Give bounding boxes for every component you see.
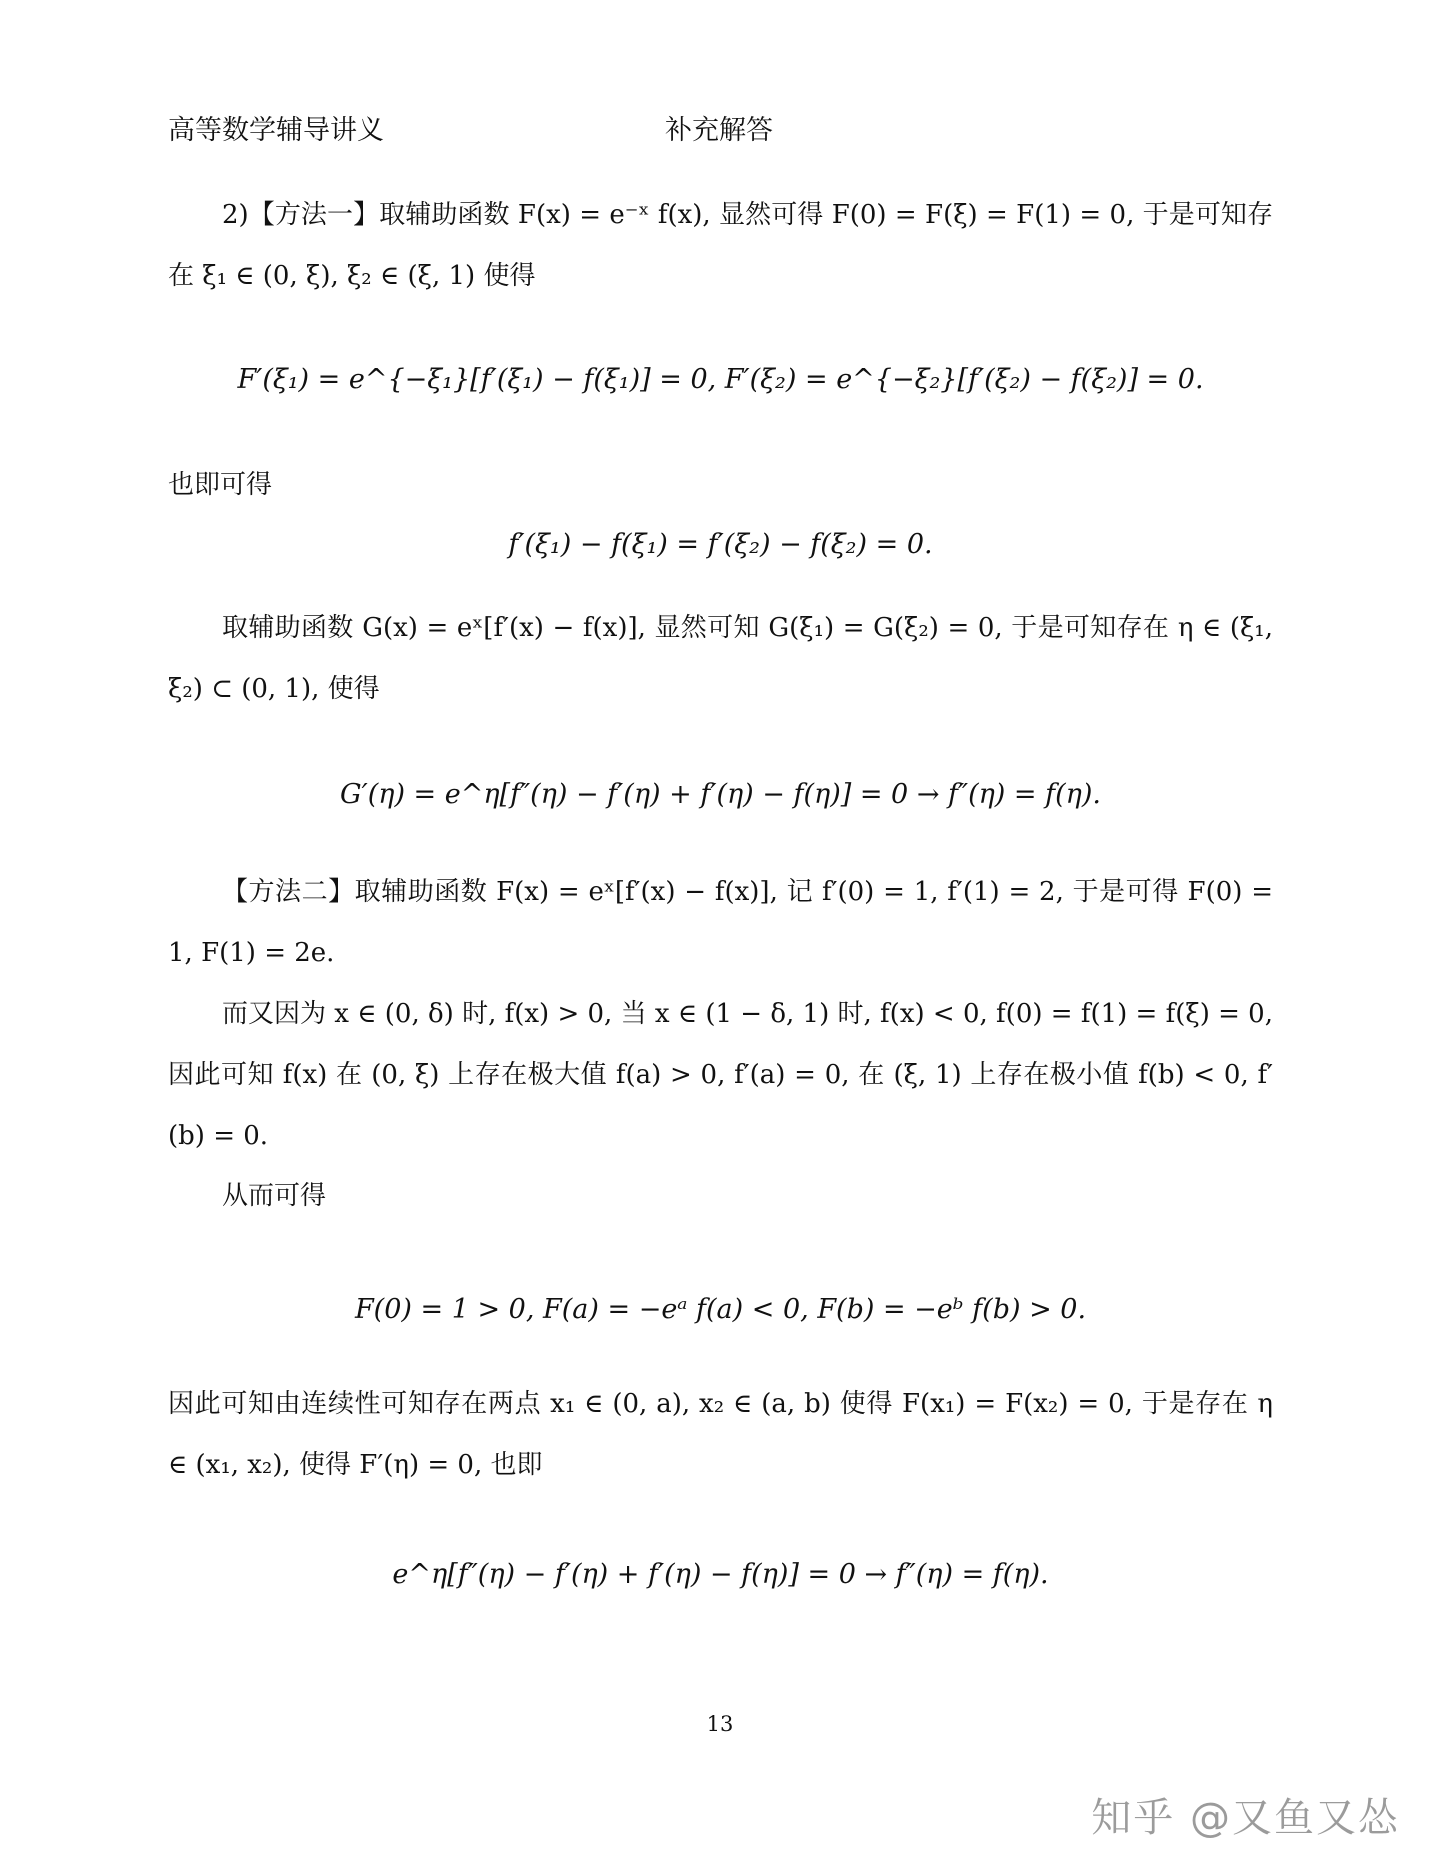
equation-1: F′(ξ₁) = e^{−ξ₁}[f′(ξ₁) − f(ξ₁)] = 0, F′(ξ₂) = e^{−ξ₂}[f′(ξ₂) − f(ξ₂)] = 0. — [237, 364, 1204, 395]
paragraph-therefore: 从而可得 — [222, 1181, 327, 1211]
paragraph-method-one: 2)【方法一】取辅助函数 F(x) = e⁻ˣ f(x), 显然可得 F(0) = F(ξ) = F(1) = 0, 于是可知存在 ξ₁ ∈ (0, ξ), ξ₂ ∈ (ξ, 1) 使得 — [168, 200, 1273, 291]
header-section: 补充解答 — [665, 115, 773, 146]
paragraph-also: 也即可得 — [168, 470, 273, 500]
paragraph-continuity: 因此可知由连续性可知存在两点 x₁ ∈ (0, a), x₂ ∈ (a, b) 使得 F(x₁) = F(x₂) = 0, 于是存在 η ∈ (x₁, x₂), 使得 F′(η) = 0, 也即 — [168, 1389, 1273, 1480]
equation-3: G′(η) = e^η[f″(η) − f′(η) + f′(η) − f(η)] = 0 → f″(η) = f(η). — [340, 779, 1101, 810]
watermark: 知乎 @又鱼又怂 — [1091, 1795, 1400, 1841]
paragraph-g-function: 取辅助函数 G(x) = eˣ[f′(x) − f(x)], 显然可知 G(ξ₁) = G(ξ₂) = 0, 于是可知存在 η ∈ (ξ₁, ξ₂) ⊂ (0, 1), 使得 — [168, 613, 1273, 704]
equation-5: e^η[f″(η) − f′(η) + f′(η) − f(η)] = 0 → f″(η) = f(η). — [392, 1559, 1049, 1590]
equation-4: F(0) = 1 > 0, F(a) = −eᵃ f(a) < 0, F(b) = −eᵇ f(b) > 0. — [354, 1294, 1087, 1325]
paragraph-extrema: 而又因为 x ∈ (0, δ) 时, f(x) > 0, 当 x ∈ (1 − δ, 1) 时, f(x) < 0, f(0) = f(1) = f(ξ) = 0, 因此可知 f(x) 在 (0, ξ) 上存在极大值 f(a) > 0, f′(a) = 0, 在 (ξ, 1) 上存在极小值 f(b) < 0, f′(b) = 0. — [168, 999, 1273, 1151]
page-number: 13 — [706, 1712, 734, 1736]
equation-2: f′(ξ₁) − f(ξ₁) = f′(ξ₂) − f(ξ₂) = 0. — [508, 529, 933, 560]
paragraph-method-two: 【方法二】取辅助函数 F(x) = eˣ[f′(x) − f(x)], 记 f′(0) = 1, f′(1) = 2, 于是可得 F(0) = 1, F(1) = 2e. — [168, 877, 1273, 968]
header-title: 高等数学辅导讲义 — [168, 115, 384, 146]
